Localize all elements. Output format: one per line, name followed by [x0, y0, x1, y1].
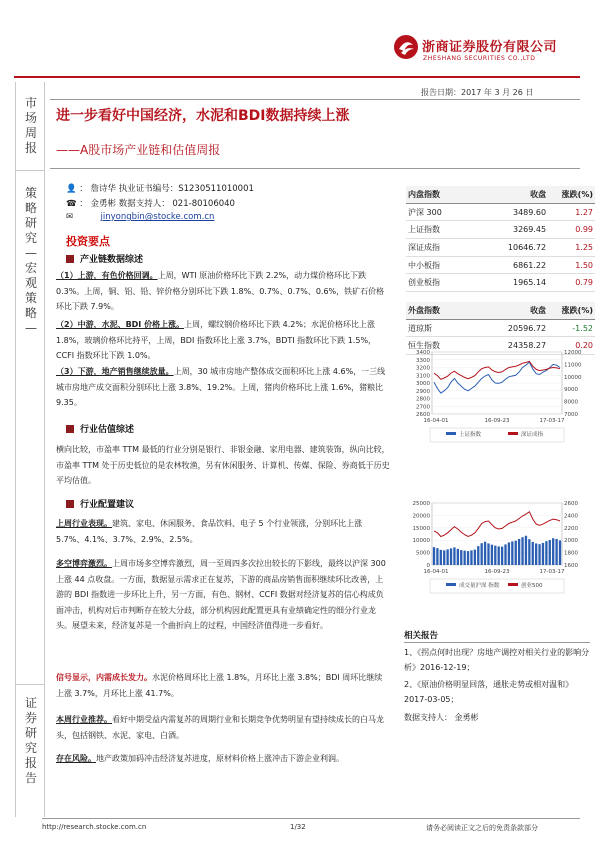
left-category-column [15, 82, 45, 817]
footer-disclaimer: 请务必阅读正文之后的免责条款部分 [426, 824, 538, 832]
bar-mark [450, 548, 452, 565]
left-tick-label: 3200 [416, 365, 430, 372]
right-tick-label: 11000 [564, 362, 582, 369]
bar-mark [515, 541, 517, 565]
para-midstream: （2）中游，水泥、BDI 价格上涨。上周，螺纹钢价格环比下跌 4.2%；水泥价格环比上涨 1.8%，玻璃价格环比持平，上周，BDI 指数环比上涨 3.7%，BDTI 指数环比下跌 1.5%，CCFI 指数环比下跌 1.0%。 [56, 320, 377, 360]
left-tick-label: 15000 [412, 525, 430, 532]
left-tick-label: 3300 [416, 357, 430, 364]
right-tick-label: 1800 [564, 550, 578, 557]
analyst-line-2: ☎ ： 金勇彬 数据支持人： 021-80106040 [66, 199, 235, 209]
legend-label: 创业500 [521, 583, 543, 589]
table-header-row: 外盘指数 收盘 涨跌(%) [406, 302, 595, 319]
series-line [434, 362, 560, 393]
analyst-block [66, 182, 254, 222]
bar-mark [460, 550, 462, 565]
bar-mark [477, 546, 479, 565]
x-tick-label: 16-09-23 [484, 569, 510, 575]
bar-mark [463, 551, 465, 565]
table-row: 沪深 300 3489.60 1.27 [406, 203, 595, 221]
left-tick-label: 25000 [412, 501, 430, 507]
section-heading-investment: 投资要点 [66, 235, 110, 248]
left-tick-label: 3100 [416, 373, 430, 380]
left-tick-label: 2900 [416, 388, 430, 395]
email-icon: ✉ [66, 212, 74, 222]
bar-mark [535, 543, 537, 565]
left-tick-label: 10000 [412, 538, 430, 545]
report-date: 报告日期：2017 年 3 月 26 日 [421, 88, 534, 97]
bar-mark [494, 546, 496, 565]
related-divider [404, 642, 590, 643]
left-tick-label: 0 [426, 563, 430, 569]
company-name-cn: 浙商证券股份有限公司 [422, 40, 558, 55]
left-tick-label: 2700 [416, 404, 430, 411]
right-tick-label: 2600 [564, 501, 578, 507]
legend-label: 成交量沪深 指数 [459, 583, 500, 589]
bar-mark [528, 539, 530, 565]
footer-divider [42, 818, 580, 819]
related-support: 数据支持人： 金勇彬 [404, 713, 479, 722]
related-report-item[interactable]: 2、《原油价格明显回落，通胀走势或相对温和》2017-03-05； [404, 680, 574, 704]
table-row: 创业板指 1965.14 0.79 [406, 274, 595, 292]
x-tick-label: 16-04-01 [423, 418, 449, 424]
bar-mark [498, 546, 500, 565]
right-tick-label: 8000 [564, 399, 578, 406]
right-tick-label: 2400 [564, 513, 578, 520]
bar-mark [552, 538, 554, 565]
table-header-row: 内盘指数 收盘 涨跌(%) [406, 186, 595, 203]
para-downstream: （3）下游，地产销售继续放量。上周，30 城市房地产整体成交面积环比上涨 4.6%，一三线城市房地产成交面积分别环比上涨 3.8%、19.2%。上周，猪肉价格环比上涨 1.6%，猪粮比 9.35。 [56, 367, 386, 407]
bar-mark [484, 542, 486, 565]
bar-mark [545, 541, 547, 565]
volume-trend-chart [406, 499, 592, 609]
analyst-email-link[interactable]: jinyongbin@stocke.com.cn [100, 212, 215, 222]
footer-url-link[interactable]: http://research.stocke.com.cn [42, 823, 147, 831]
left-tick-label: 20000 [412, 513, 430, 520]
left-tick-label: 3000 [416, 381, 430, 387]
left-divider-2 [16, 684, 44, 685]
bar-mark [457, 549, 459, 565]
bar-mark [443, 550, 445, 565]
x-tick-label: 17-03-17 [539, 569, 565, 575]
right-tick-label: 9000 [564, 387, 578, 394]
analyst-line-1: 👤 ： 詹诗华 执业证书编号：S1230511010001 [66, 184, 254, 194]
bar-mark [474, 550, 476, 565]
bar-mark [487, 543, 489, 565]
left-divider-1 [16, 170, 44, 171]
legend-swatch [508, 583, 518, 586]
x-tick-label: 16-04-01 [423, 569, 449, 575]
para-market-game: 多空博弈激烈。上周市场多空博弈激烈，周一至周四多次拉出较长的下影线，最终以沪深 300 上涨 44 点收盘。一方面，数据显示需求正在复苏，下游的商品房销售面积继续环比改善，上游的 BDI 指数进一步环比上升，另一方面，有色、钢材、CCFI 数据对经济复苏的信心构成负面冲击，机构对后市判断存在较大分歧，部分机构因此配置更具有业绩确定性的细分行业龙头。展望未来，经济复苏是一个曲折向上的过程，中国经济值得进一步看好。 [56, 559, 386, 630]
left-tick-label: 2800 [416, 396, 430, 403]
square-bullet-icon [66, 425, 74, 433]
x-tick-label: 16-09-23 [484, 418, 510, 424]
bar-mark [436, 548, 438, 565]
right-tick-label: 2200 [564, 525, 578, 532]
analyst-line-3 [66, 212, 254, 222]
related-report-item[interactable]: 1、《拐点何时出现？房地产调控对相关行业的影响分析》2016-12-19； [404, 648, 590, 672]
legend-swatch [446, 583, 456, 586]
table-row: 深证成指 10646.72 1.25 [406, 239, 595, 257]
person-icon: 👤 [66, 184, 77, 194]
related-reports-heading: 相关报告 [404, 631, 439, 641]
page-subtitle: ——A股市场产业链和估值周报 [56, 143, 221, 157]
bar-mark [549, 540, 551, 565]
right-tick-label: 12000 [564, 350, 582, 356]
bar-mark [538, 544, 540, 565]
square-bullet-icon [66, 255, 74, 263]
bar-mark [453, 547, 455, 565]
right-tick-label: 2000 [564, 538, 578, 545]
bar-mark [542, 543, 544, 565]
table-row: 上证指数 3269.45 0.99 [406, 221, 595, 239]
bar-mark [508, 542, 510, 565]
para-signal: 信号显示，内需成长发力。水泥价格周环比上涨 1.8%，月环比上涨 3.8%；BDI 周环比继续上涨 3.7%，月环比上涨 41.7%。 [56, 673, 383, 698]
index-trend-chart [406, 348, 592, 458]
bar-mark [470, 550, 472, 565]
title-top-divider [50, 99, 580, 100]
domestic-index-table [406, 186, 595, 292]
bar-mark [446, 549, 448, 565]
left-label-research: 证券研究报告 [24, 696, 37, 785]
bar-mark [559, 540, 561, 565]
para-valuation: 横向比较，市盈率 TTM 最低的行业分别是银行、非银金融、家用电器、建筑装饰，纵向比较，市盈率 TTM 处于历史低位的是农林牧渔，另有休闲服务、计算机、传媒、保险、券商低于历史平均估值。 [56, 445, 390, 485]
left-label-strategy: 策略研究—宏观策略— [24, 186, 37, 335]
table-row: 道琼斯 20596.72 -1.52 [406, 319, 595, 337]
subhead-industry-chain: 产业链数据综述 [66, 252, 143, 265]
bar-mark [511, 541, 513, 565]
legend-label: 深证成指 [521, 432, 544, 438]
title-bottom-divider [50, 168, 580, 169]
bar-mark [440, 550, 442, 565]
bar-mark [433, 547, 435, 565]
para-upstream: （1）上游，有色价格回调。上周，WTI 原油价格环比下跌 2.2%，动力煤价格环比下跌 0.3%。上周，铜、铝、铅、锌价格分别环比下跌 1.8%、0.7%、0.7%、0.6%，铁矿石价格环比下跌 7.9%。 [56, 271, 385, 311]
left-tick-label: 2600 [416, 412, 430, 418]
bar-mark [501, 547, 503, 565]
left-tick-label: 5000 [416, 550, 430, 557]
series-line [434, 361, 560, 379]
bar-mark [521, 537, 523, 565]
table-row: 中小板指 6861.22 1.50 [406, 256, 595, 274]
subhead-valuation: 行业估值综述 [66, 422, 134, 435]
left-tick-label: 3400 [416, 350, 430, 356]
company-name-en: ZHESHANG SECURITIES CO.,LTD [423, 55, 536, 62]
footer-page-number: 1/32 [290, 823, 306, 831]
bar-mark [491, 545, 493, 565]
bar-mark [481, 543, 483, 565]
square-bullet-icon [66, 500, 74, 508]
right-tick-label: 1600 [564, 563, 578, 569]
table-row: 恒生指数 24358.27 0.20 [406, 337, 595, 355]
page-title: 进一步看好中国经济，水泥和BDI数据持续上涨 [56, 108, 350, 124]
legend-swatch [508, 432, 518, 435]
bar-mark [518, 539, 520, 565]
legend-label: 上证指数 [459, 432, 482, 438]
bar-mark [555, 539, 557, 565]
bar-mark [532, 542, 534, 565]
header-divider [14, 76, 580, 78]
left-label-weekly: 市场周报 [24, 96, 37, 155]
phone-icon: ☎ [66, 199, 77, 209]
bar-mark [504, 544, 506, 565]
company-logo-icon [393, 34, 419, 60]
right-tick-label: 10000 [564, 374, 582, 381]
para-recommendation: 本周行业推荐。看好中期受益内需复苏的周期行业和长期竞争优势明显有望持续成长的白马龙头，包括钢铁、水泥、家电、白酒。 [56, 715, 384, 740]
right-tick-label: 7000 [564, 412, 578, 418]
bar-mark [525, 536, 527, 565]
x-tick-label: 17-03-17 [539, 418, 565, 424]
bar-mark [467, 551, 469, 565]
para-industry-performance: 上周行业表现。建筑、家电、休闲服务、食品饮料、电子 5 个行业领涨，分别环比上涨 5.7%、4.1%、3.7%、2.9%、2.5%。 [56, 519, 363, 544]
para-risk: 存在风险。地产政策加码冲击经济复苏进度，原材料价格上涨冲击下游企业利润。 [56, 754, 344, 763]
subhead-allocation: 行业配置建议 [66, 497, 134, 510]
legend-swatch [446, 432, 456, 435]
